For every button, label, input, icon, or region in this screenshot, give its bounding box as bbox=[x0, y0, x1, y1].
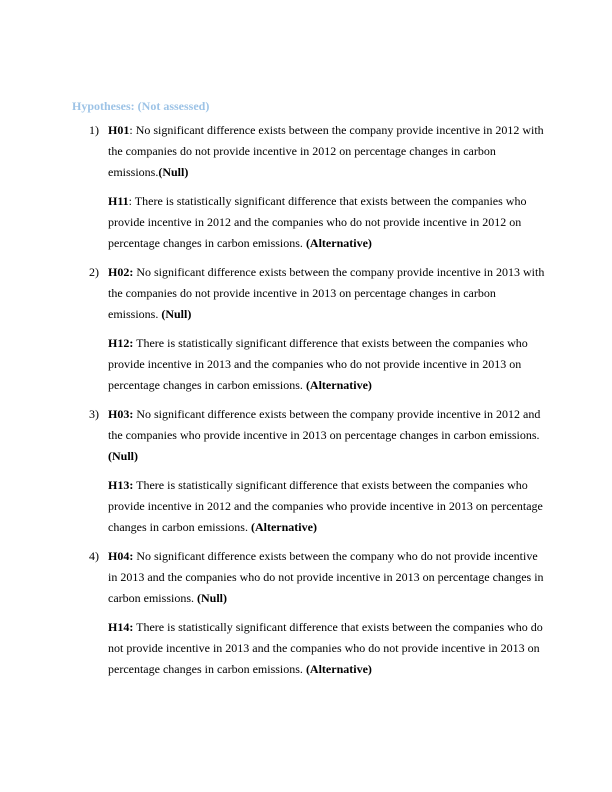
hypothesis-text: There is statistically significant difference that exists between the companies who provide incentive in 2012 and the companies who do not provide incentive in 2012 on percentage changes in carbon emissions. bbox=[108, 194, 527, 250]
hypothesis-item bbox=[89, 546, 545, 680]
hypothesis-tag: (Alternative) bbox=[305, 662, 372, 676]
item-number: 3) bbox=[89, 407, 99, 421]
hypothesis-code: H03: bbox=[108, 407, 134, 421]
null-hypothesis bbox=[108, 120, 545, 183]
item-number: 2) bbox=[89, 265, 99, 279]
hypothesis-text: No significant difference exists between the company provide incentive in 2012 and the companies who provide incentive in 2013 on percentage changes in carbon emissions. bbox=[108, 407, 541, 442]
hypothesis-code: H12: bbox=[108, 336, 134, 350]
hypothesis-item bbox=[89, 404, 545, 538]
hypothesis-tag: (Alternative) bbox=[250, 520, 317, 534]
hypothesis-colon: : bbox=[128, 194, 133, 208]
hypothesis-tag: (Null) bbox=[161, 307, 192, 321]
hypothesis-tag: (Null) bbox=[108, 449, 138, 463]
hypothesis-code: H13: bbox=[108, 478, 134, 492]
hypothesis-text: There is statistically significant difference that exists between the companies who do not provide incentive in 2013 and the companies who do not provide incentive in 2013 on percentage changes in carbon emissions. bbox=[108, 620, 543, 676]
hypothesis-code: H01 bbox=[108, 123, 130, 137]
hypothesis-code: H02: bbox=[108, 265, 134, 279]
hypotheses-list bbox=[89, 120, 545, 688]
hypothesis-code: H14: bbox=[108, 620, 134, 634]
item-number: 4) bbox=[89, 549, 99, 563]
alternative-hypothesis bbox=[108, 475, 545, 538]
hypothesis-colon: : bbox=[129, 123, 133, 137]
alternative-hypothesis bbox=[108, 617, 545, 680]
hypothesis-code: H11 bbox=[108, 194, 129, 208]
section-heading: Hypotheses: (Not assessed) bbox=[72, 99, 210, 113]
hypothesis-text: No significant difference exists between the company provide incentive in 2012 with the companies do not provide incentive in 2012 on percentage changes in carbon emissions. bbox=[108, 123, 544, 179]
alternative-hypothesis bbox=[108, 333, 545, 396]
null-hypothesis bbox=[108, 546, 545, 609]
hypothesis-tag: (Null) bbox=[158, 165, 189, 179]
hypothesis-item bbox=[89, 262, 545, 396]
null-hypothesis bbox=[108, 262, 545, 325]
alternative-hypothesis bbox=[108, 191, 545, 254]
hypothesis-text: No significant difference exists between the company provide incentive in 2013 with the companies do not provide incentive in 2013 on percentage changes in carbon emissions. bbox=[108, 265, 545, 321]
hypothesis-text: There is statistically significant difference that exists between the companies who provide incentive in 2013 and the companies who do not provide incentive in 2013 on percentage changes in carbon emissions. bbox=[108, 336, 528, 392]
item-number: 1) bbox=[89, 123, 99, 137]
hypothesis-tag: (Alternative) bbox=[305, 378, 372, 392]
hypothesis-text: No significant difference exists between the company who do not provide incentive in 2013 and the companies who do not provide incentive in 2013 on percentage changes in carbon emissions. bbox=[108, 549, 544, 605]
hypothesis-text: There is statistically significant difference that exists between the companies who provide incentive in 2012 and the companies who provide incentive in 2013 on percentage changes in carbon emissions. bbox=[108, 478, 543, 534]
null-hypothesis bbox=[108, 404, 545, 467]
hypothesis-code: H04: bbox=[108, 549, 134, 563]
hypothesis-tag: (Alternative) bbox=[305, 236, 372, 250]
hypothesis-item bbox=[89, 120, 545, 254]
hypothesis-tag: (Null) bbox=[197, 591, 227, 605]
